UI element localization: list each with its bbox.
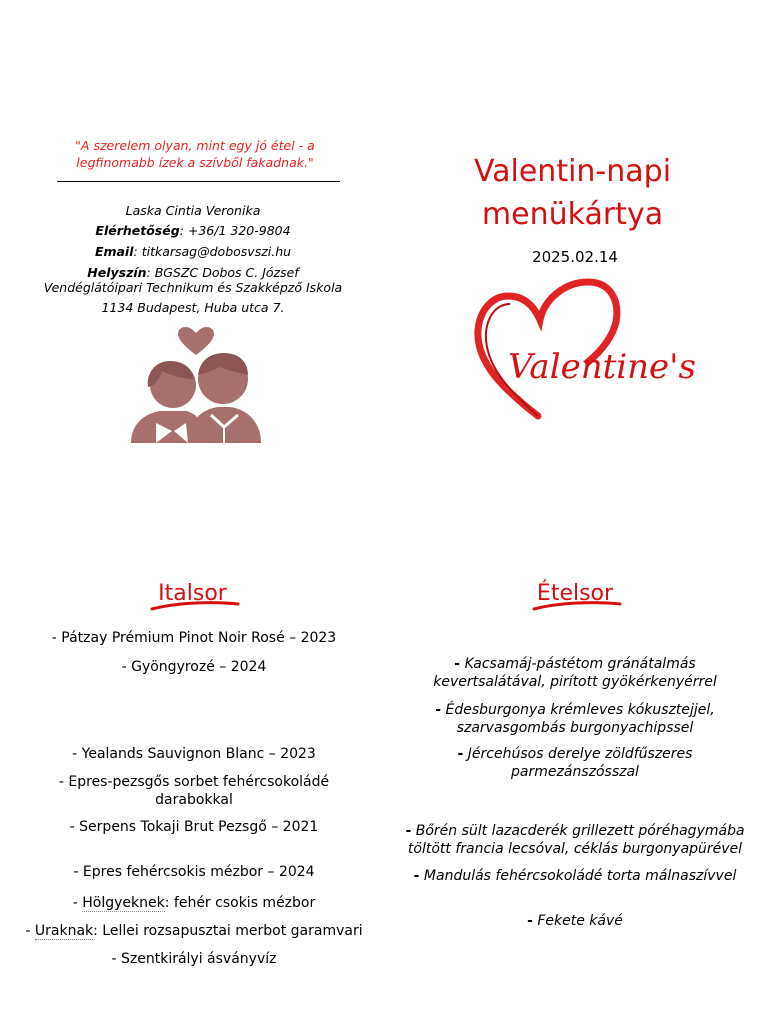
phone-label: Elérhetőség	[95, 223, 180, 238]
couple-with-heart-icon	[126, 327, 264, 443]
food-item: - Bőrén sült lazacderék grillezett póréhagymába töltött francia lecsóval, céklás burgonyapürével	[405, 823, 745, 857]
email-line	[20, 244, 366, 259]
food-item: - Kacsamáj-pástétom gránátalmás kevertsalátával, pirított gyökérkenyérrel	[433, 656, 717, 690]
drink-men-label: Uraknak	[34, 923, 94, 939]
phone-value: : +36/1 320-9804	[179, 223, 291, 238]
drink-ladies-label: Hölgyeknek	[82, 895, 165, 911]
drink-item: - Serpens Tokaji Brut Pezsgő – 2021	[69, 819, 319, 835]
email-label: Email	[94, 244, 134, 259]
location-line	[20, 265, 366, 280]
drink-dash: -	[25, 923, 35, 939]
drink-item: - Yealands Sauvignon Blanc – 2023	[72, 746, 316, 762]
food-item: - Fekete kávé	[527, 913, 623, 929]
drink-item	[0, 894, 388, 912]
author-name: Laska Cintia Veronika	[125, 203, 261, 218]
drink-item: - Epres fehércsokis mézbor – 2024	[73, 864, 315, 880]
valentines-heart-logo	[472, 278, 696, 423]
drink-men-value: : Lellei rozsapusztai merbot garamvari	[93, 923, 363, 939]
menu-date: 2025.02.14	[532, 248, 618, 266]
food-title: Ételsor	[536, 581, 614, 606]
drink-item: - Epres-pezsgős sorbet fehércsokoládé	[58, 774, 330, 790]
drink-item: - Szentkirályi ásványvíz	[111, 951, 277, 967]
drinks-title: Italsor	[158, 581, 227, 606]
valentines-logo-text: Valentine's	[508, 347, 696, 387]
drink-item	[0, 922, 388, 940]
drink-dash: -	[72, 895, 83, 911]
location-line-2: Vendéglátóipari Technikum és Szakképző Iskola	[43, 280, 343, 295]
location-value: : BGSZC Dobos C. József	[146, 265, 299, 280]
divider	[57, 181, 340, 182]
quote: "A szerelem olyan, mint egy jó étel - a legfinomabb ízek a szívből fakadnak."	[75, 138, 315, 170]
food-title-underline	[532, 600, 622, 612]
email-value: : titkarsag@dobosvszi.hu	[133, 244, 292, 259]
drink-item: - Gyöngyrozé – 2024	[121, 659, 267, 675]
drinks-title-underline	[150, 600, 240, 612]
menu-title-line-1: Valentin-napi	[473, 154, 672, 189]
food-item: - Édesburgonya krémleves kókusztejjel, szarvasgombás burgonyachipssel	[435, 702, 715, 736]
food-item: - Jércehúsos derelye zöldfűszeres parmezánszósszal	[457, 746, 693, 780]
food-item: - Mandulás fehércsokoládé torta málnaszívvel	[413, 868, 737, 884]
phone-line	[20, 223, 366, 238]
drink-item: - Pátzay Prémium Pinot Noir Rosé – 2023	[51, 630, 337, 646]
location-label: Helyszín	[87, 265, 147, 280]
drink-item: darabokkal	[155, 792, 233, 808]
menu-title-line-2: menükártya	[481, 197, 664, 232]
address: 1134 Budapest, Huba utca 7.	[101, 300, 285, 315]
drink-ladies-value: : fehér csokis mézbor	[164, 895, 316, 911]
menu-title	[435, 150, 710, 236]
